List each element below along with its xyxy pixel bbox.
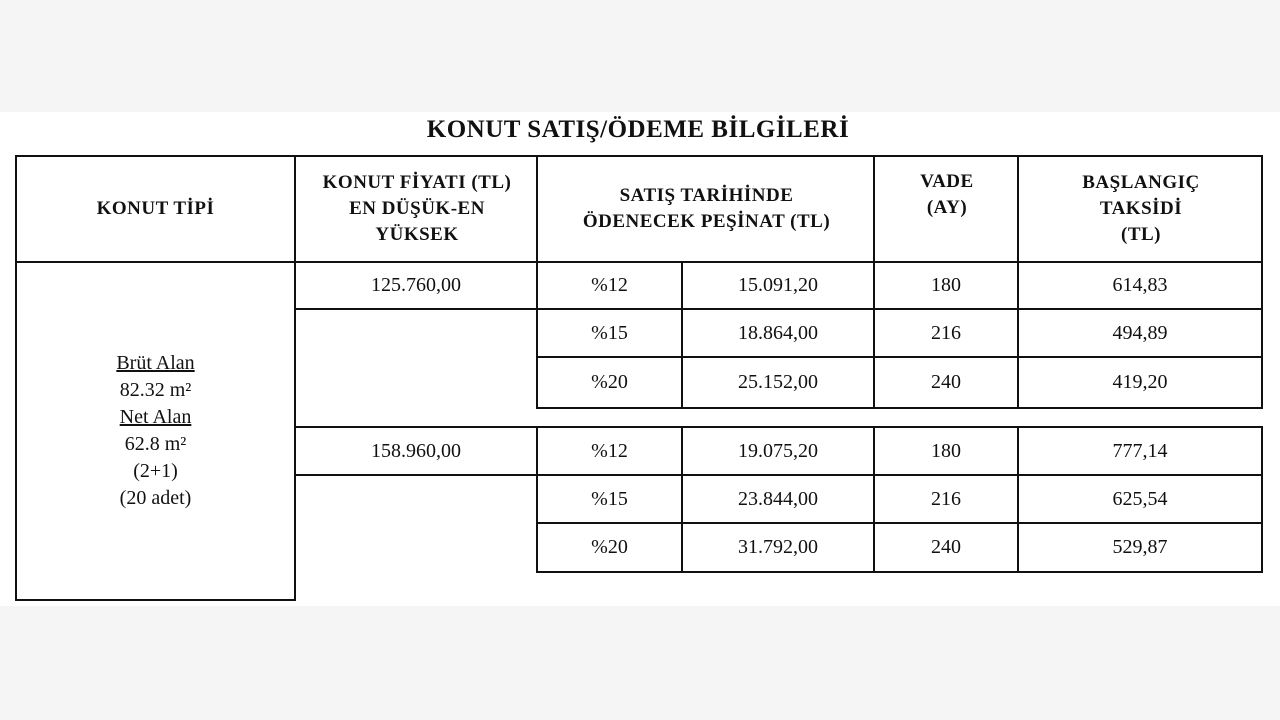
header-baslangic-taksidi: BAŞLANGIÇ TAKSİDİ (TL) <box>1082 172 1200 245</box>
table-row: %20 <box>591 371 628 393</box>
pesinat-value: 31.792,00 <box>738 536 818 558</box>
taksit-value: 419,20 <box>1112 371 1168 393</box>
brut-alan-value: 82.32 m² <box>119 379 192 401</box>
pesinat-value: 19.075,20 <box>738 439 818 462</box>
konut-tipi-details <box>15 261 296 601</box>
taksit-value: 529,87 <box>1112 536 1168 558</box>
vade-value: 180 <box>931 274 961 296</box>
page-title: KONUT SATIŞ/ÖDEME BİLGİLERİ <box>426 116 850 143</box>
vade-value: 240 <box>931 536 961 558</box>
net-alan-label: Net Alan <box>119 406 192 428</box>
header-konut-fiyati: KONUT FİYATI (TL) EN DÜŞÜK-EN YÜKSEK <box>322 172 512 245</box>
vade-value: 216 <box>931 487 961 510</box>
pesinat-value: 25.152,00 <box>738 371 818 393</box>
vade-value: 240 <box>931 371 961 393</box>
vade-value: 216 <box>931 321 961 344</box>
table-row: %15 <box>591 321 628 344</box>
brut-alan-label: Brüt Alan <box>116 352 195 374</box>
adet: (20 adet) <box>119 487 192 509</box>
table-row: %20 <box>591 536 628 558</box>
oda-sayisi: (2+1) <box>133 460 178 482</box>
pesinat-value: 15.091,20 <box>738 274 818 296</box>
table-row: %12 <box>591 274 628 296</box>
header-konut-tipi: KONUT TİPİ <box>96 198 215 219</box>
fiyat-value-group-1: 125.760,00 <box>371 274 461 296</box>
pesinat-value: 23.844,00 <box>738 487 818 510</box>
table-row: %15 <box>591 487 628 510</box>
vade-value: 180 <box>931 439 961 462</box>
pesinat-value: 18.864,00 <box>738 321 818 344</box>
fiyat-value-group-2: 158.960,00 <box>371 439 461 462</box>
taksit-value: 614,83 <box>1112 274 1168 296</box>
taksit-value: 777,14 <box>1112 439 1168 462</box>
header-vade: VADE (AY) <box>920 171 974 218</box>
table-row: %12 <box>591 439 628 462</box>
taksit-value: 625,54 <box>1112 487 1168 510</box>
net-alan-value: 62.8 m² <box>124 433 187 455</box>
header-pesinat: SATIŞ TARİHİNDE ÖDENECEK PEŞİNAT (TL) <box>582 185 831 232</box>
taksit-value: 494,89 <box>1112 321 1168 344</box>
document-page <box>0 112 1280 606</box>
